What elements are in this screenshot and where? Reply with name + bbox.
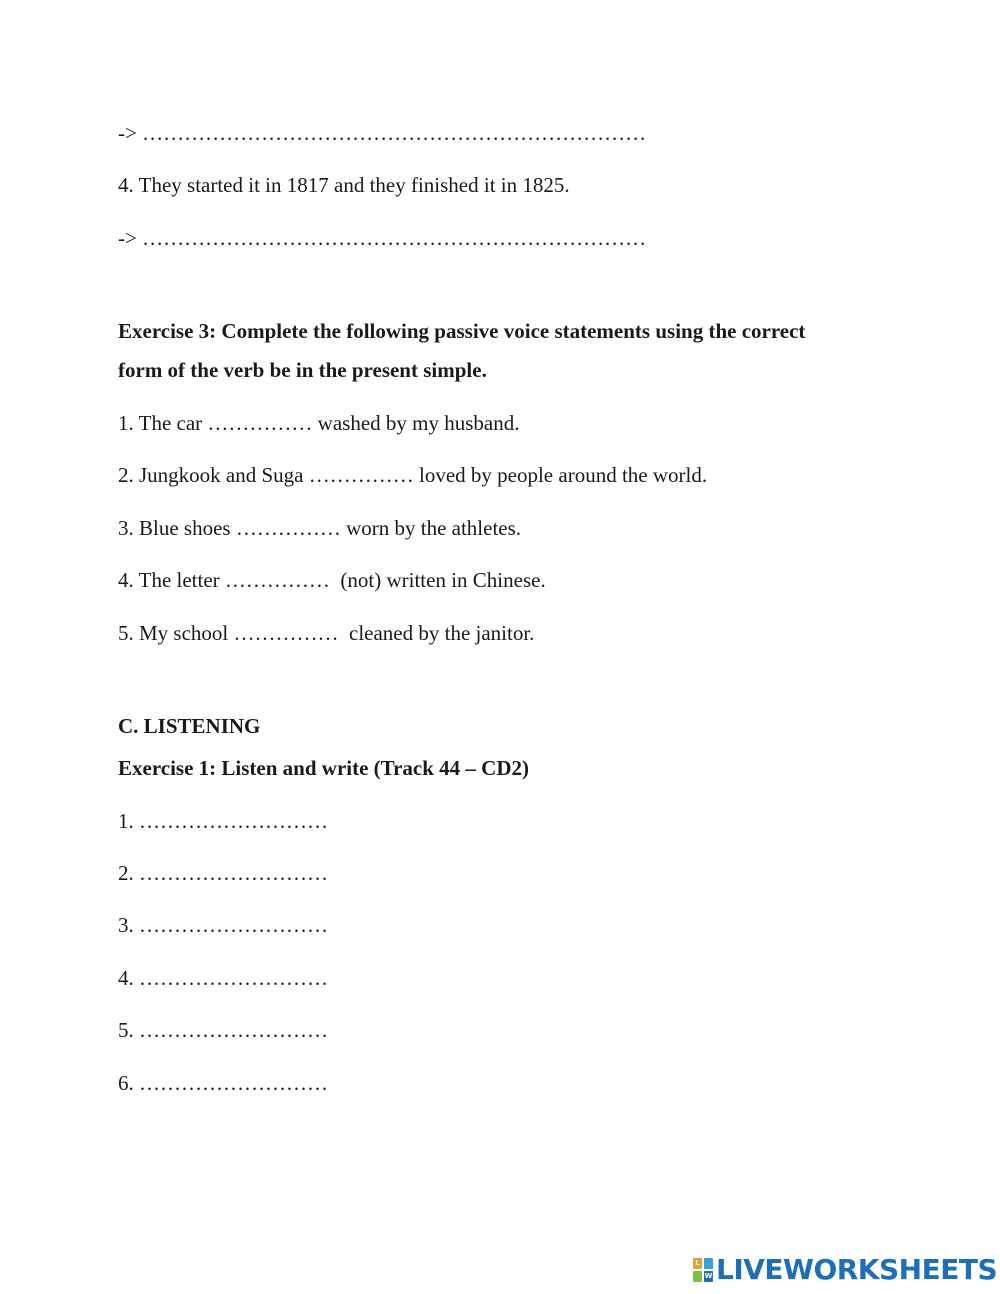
section-c-heading: C. LISTENING (118, 714, 261, 738)
exercise3-item-2[interactable]: 2. Jungkook and Suga …………… loved by people around the world. (118, 463, 708, 487)
logo-text: LIVEWORKSHEETS (716, 1253, 998, 1286)
listening-answer-3[interactable]: 3. ……………………… (118, 913, 328, 937)
exercise3-title-line1: Exercise 3: Complete the following passive voice statements using the correct (118, 319, 806, 343)
answer-line-4[interactable]: -> ……………………………………………………………… (118, 226, 647, 250)
listening-exercise1-title: Exercise 1: Listen and write (Track 44 – CD2) (118, 756, 529, 780)
liveworksheets-logo-icon (693, 1258, 713, 1282)
liveworksheets-logo (693, 1253, 998, 1286)
listening-answer-4[interactable]: 4. ……………………… (118, 966, 328, 990)
exercise3-item-1[interactable]: 1. The car …………… washed by my husband. (118, 411, 520, 435)
listening-answer-1[interactable]: 1. ……………………… (118, 809, 328, 833)
listening-answer-2[interactable]: 2. ……………………… (118, 861, 328, 885)
exercise3-item-5[interactable]: 5. My school …………… cleaned by the janitor. (118, 621, 535, 645)
answer-line-3[interactable]: -> ……………………………………………………………… (118, 121, 647, 145)
exercise3-item-4[interactable]: 4. The letter …………… (not) written in Chinese. (118, 568, 546, 592)
exercise3-item-3[interactable]: 3. Blue shoes …………… worn by the athletes. (118, 516, 522, 540)
logo-mark-tile: L (693, 1258, 702, 1269)
listening-answer-6[interactable]: 6. ……………………… (118, 1071, 328, 1095)
exercise3-title-line2: form of the verb be in the present simple. (118, 358, 487, 382)
exercise2-item-4: 4. They started it in 1817 and they finished it in 1825. (118, 173, 570, 197)
logo-mark-tile: W (704, 1272, 713, 1280)
logo-mark-tile (704, 1258, 713, 1269)
logo-mark-tile (693, 1271, 702, 1282)
listening-answer-5[interactable]: 5. ……………………… (118, 1018, 328, 1042)
